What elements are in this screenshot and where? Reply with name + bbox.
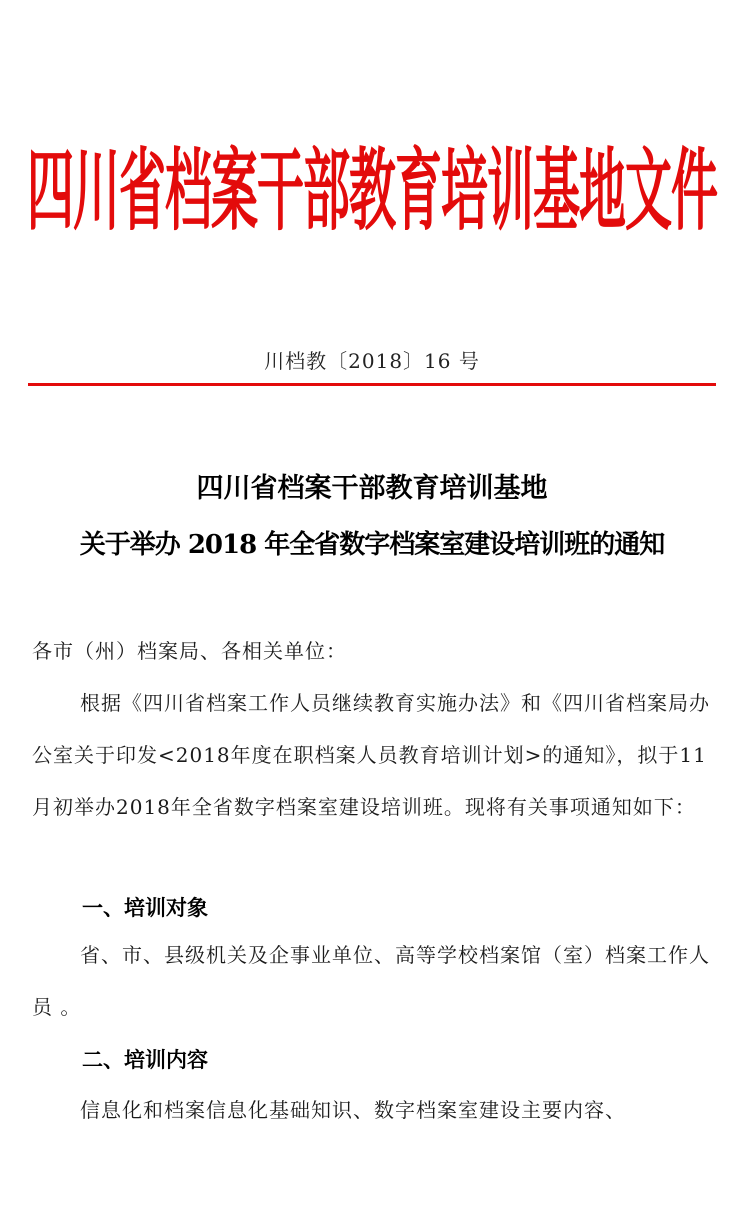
section-heading-training-targets: 一、培训对象 xyxy=(82,896,208,920)
training-content-paragraph: 信息化和档案信息化基础知识、数字档案室建设主要内容、 xyxy=(80,1098,626,1122)
section-heading-training-content: 二、培训内容 xyxy=(82,1048,208,1072)
salutation: 各市（州）档案局、各相关单位： xyxy=(32,639,347,663)
document-number: 川档教〔2018〕16 号 xyxy=(264,349,480,373)
notice-title-line-2: 关于举办 2018 年全省数字档案室建设培训班的通知 xyxy=(79,530,665,560)
red-divider-line xyxy=(28,383,716,386)
intro-paragraph: 根据《四川省档案工作人员继续教育实施办法》和《四川省档案局办公室关于印发<2018年度在职档案人员教育培训计划>的通知》，拟于11月初举办2018年全省数字档案室建设培训班。现将有关事项通知如下： xyxy=(32,691,710,819)
masthead-title: 四川省档案干部教育培训基地文件 xyxy=(27,139,717,245)
training-targets-paragraph: 省、市、县级机关及企事业单位、高等学校档案馆（室）档案工作人员 。 xyxy=(32,943,710,1019)
notice-title-line-1: 四川省档案干部教育培训基地 xyxy=(196,473,548,504)
